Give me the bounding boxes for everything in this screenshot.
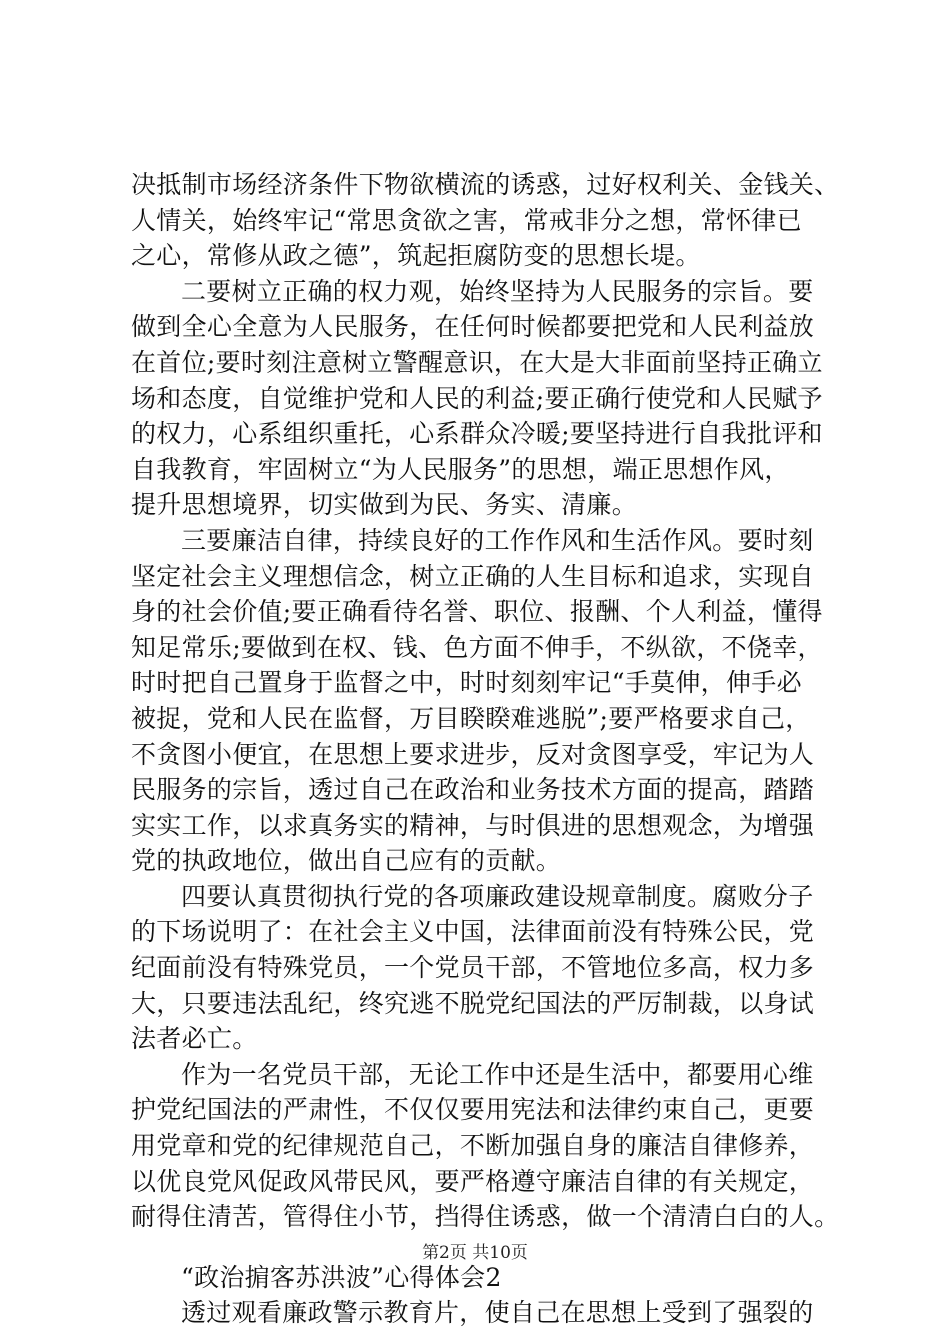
- section-first-line: 透过观看廉政警示教育片，使自己在思想上受到了强裂的: [181, 1298, 814, 1328]
- text-line: 决抵制市场经济条件下物欲横流的诱惑，过好权利关、金钱关、: [131, 170, 840, 199]
- paragraph-lines: [131, 167, 840, 1235]
- document-body: [131, 167, 840, 1331]
- text-line: 坚定社会主义理想信念，树立正确的人生目标和追求，实现自: [131, 561, 815, 591]
- text-line: 三要廉洁自律，持续良好的工作作风和生活作风。要时刻: [181, 525, 814, 555]
- text-line: 大，只要违法乱纪，终究逃不脱党纪国法的严厉制裁，以身试: [131, 988, 815, 1018]
- text-line: 身的社会价值;要正确看待名誉、职位、报酬、个人利益，懂得: [131, 597, 823, 627]
- section-title: “政治掮客苏洪波”心得体会2: [181, 1262, 502, 1292]
- text-line: 民服务的宗旨，透过自己在政治和业务技术方面的提高，踏踏: [131, 775, 815, 805]
- text-line: 时时把自己置身于监督之中，时时刻刻牢记“手莫伸，伸手必: [131, 668, 802, 698]
- text-line: 在首位;要时刻注意树立警醒意识，在大是大非面前坚持正确立: [131, 347, 823, 377]
- page-number-footer: 第2页 共10页: [422, 1243, 528, 1263]
- text-line: 二要树立正确的权力观，始终坚持为人民服务的宗旨。要: [181, 276, 814, 306]
- text-line: 的下场说明了：在社会主义中国，法律面前没有特殊公民，党: [131, 917, 815, 947]
- text-line: 用党章和党的纪律规范自己，不断加强自身的廉洁自律修养，: [131, 1131, 815, 1161]
- text-line: 场和态度，自觉维护党和人民的利益;要正确行使党和人民赋予: [131, 383, 823, 413]
- text-line: 人情关，始终牢记“常思贪欲之害，常戒非分之想，常怀律已: [131, 205, 802, 235]
- text-line: 实实工作，以求真务实的精神，与时俱进的思想观念，为增强: [131, 810, 815, 840]
- text-line: 做到全心全意为人民服务，在任何时候都要把党和人民利益放: [131, 312, 815, 342]
- text-line: 以优良党风促政风带民风，要严格遵守廉洁自律的有关规定，: [131, 1166, 815, 1196]
- text-line: 耐得住清苦，管得住小节，挡得住诱惑，做一个清清白白的人。: [131, 1202, 840, 1232]
- text-line: 作为一名党员干部，无论工作中还是生活中，都要用心维: [181, 1059, 814, 1089]
- text-line: 之心，常修从政之德”，筑起拒腐防变的思想长堤。: [131, 241, 701, 271]
- text-line: 纪面前没有特殊党员，一个党员干部，不管地位多高，权力多: [131, 953, 815, 983]
- text-line: 四要认真贯彻执行党的各项廉政建设规章制度。腐败分子: [181, 881, 814, 911]
- text-line: 不贪图小便宜，在思想上要求进步，反对贪图享受，牢记为人: [131, 739, 815, 769]
- text-line: 的权力，心系组织重托，心系群众冷暖;要坚持进行自我批评和: [131, 419, 823, 449]
- text-line: 党的执政地位，做出自己应有的贡献。: [131, 846, 562, 876]
- text-line: 法者必亡。: [131, 1024, 258, 1054]
- text-line: 护党纪国法的严肃性，不仅仅要用宪法和法律约束自己，更要: [131, 1095, 815, 1125]
- text-line: 提升思想境界，切实做到为民、务实、清廉。: [131, 490, 638, 520]
- text-line: 被捉，党和人民在监督，万目睽睽难逃脱”;要严格要求自己，: [131, 703, 811, 733]
- text-line: 自我教育，牢固树立“为人民服务”的思想，端正思想作风，: [131, 454, 790, 484]
- text-line: 知足常乐;要做到在权、钱、色方面不伸手，不纵欲，不侥幸，: [131, 632, 823, 662]
